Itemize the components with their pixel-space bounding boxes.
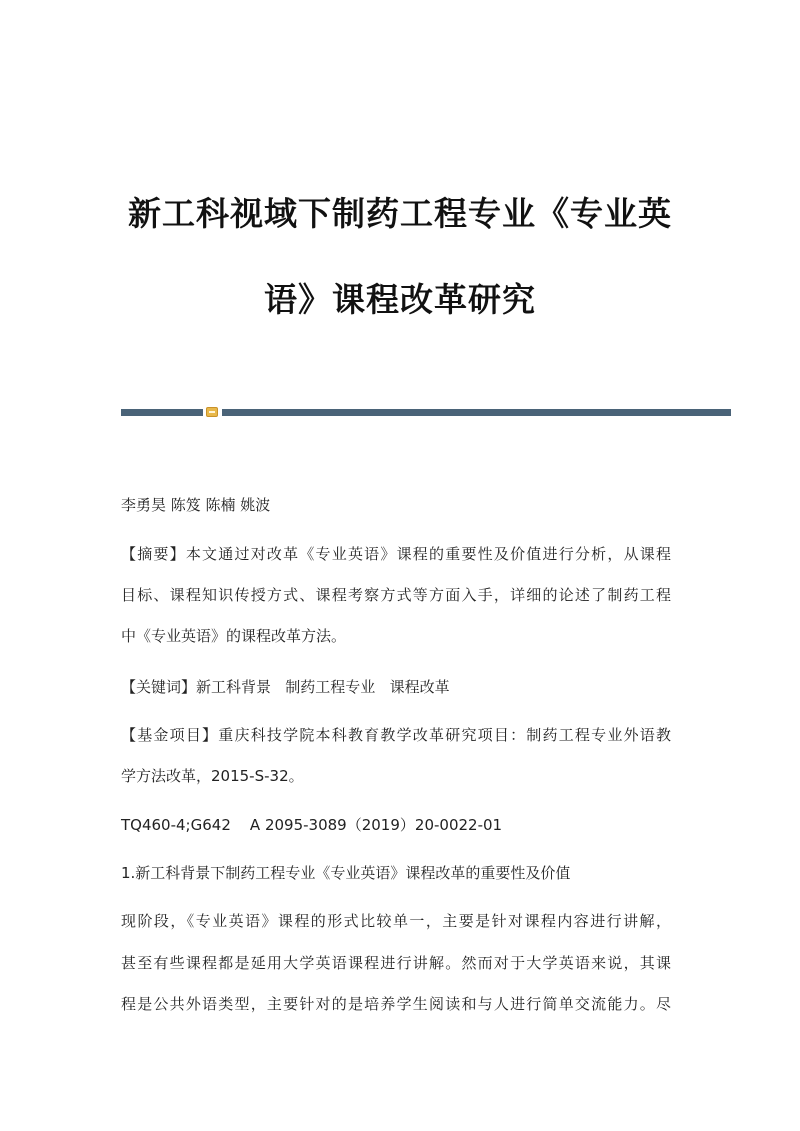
title-line-2: 语》课程改革研究: [264, 280, 536, 319]
abstract-line-2: 目标、课程知识传授方式、课程考察方式等方面入手，详细的论述了制药工程: [121, 586, 671, 604]
section-heading: 1.新工科背景下制药工程专业《专业英语》课程改革的重要性及价值: [121, 864, 571, 882]
divider-bar-right: [222, 409, 731, 416]
body-line-1: 现阶段，《专业英语》课程的形式比较单一，主要是针对课程内容进行讲解，: [121, 912, 671, 930]
fund-line-1: 【基金项目】重庆科技学院本科教育教学改革研究项目：制药工程专业外语教: [121, 726, 671, 744]
body-line-3: 程是公共外语类型，主要针对的是培养学生阅读和与人进行简单交流能力。尽: [121, 995, 671, 1013]
abstract-line-1: 【摘要】本文通过对改革《专业英语》课程的重要性及价值进行分析，从课程: [121, 545, 671, 563]
authors: 李勇昊 陈笈 陈楠 姚波: [121, 496, 271, 514]
body-line-2: 甚至有些课程都是延用大学英语课程进行讲解。然而对于大学英语来说，其课: [121, 954, 671, 972]
keywords: 【关键词】新工科背景 制药工程专业 课程改革: [121, 678, 450, 696]
title-line-1: 新工科视域下制药工程专业《专业英: [128, 194, 672, 233]
abstract-line-3: 中《专业英语》的课程改革方法。: [121, 627, 347, 645]
document-icon: [206, 407, 218, 417]
fund-line-2: 学方法改革，2015-S-32。: [121, 767, 304, 785]
divider-bar-left: [121, 409, 203, 416]
classification-code: TQ460-4;G642 A 2095-3089（2019）20-0022-01: [121, 816, 503, 834]
